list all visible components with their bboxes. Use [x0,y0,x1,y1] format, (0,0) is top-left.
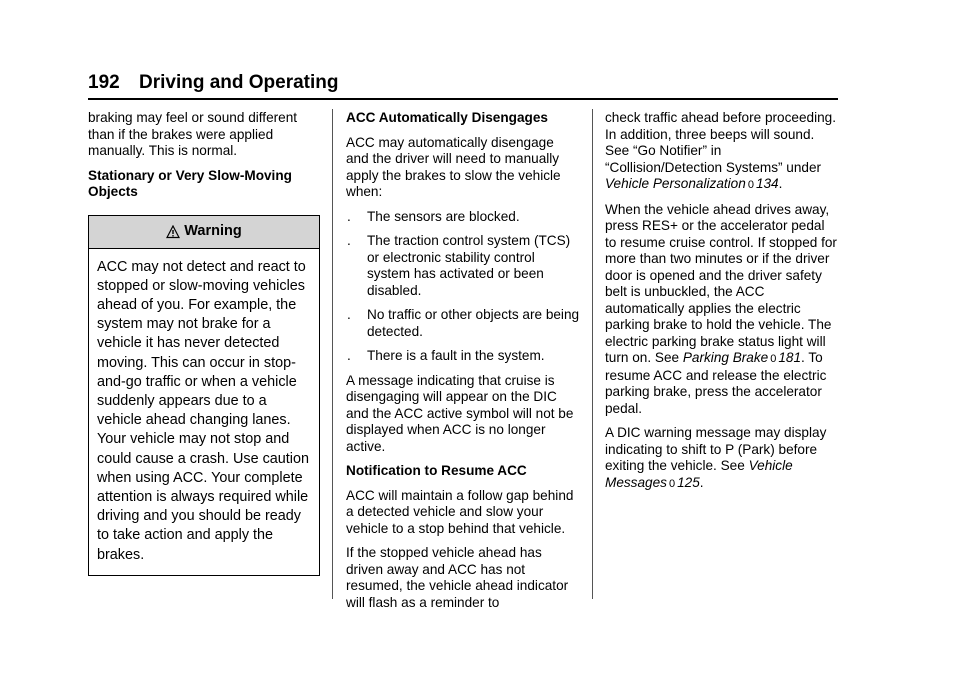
list-item-text: The sensors are blocked. [367,208,520,224]
column-divider-1 [332,109,333,599]
subheading: ACC Automatically Disengages [346,110,548,125]
xref-page: 181 [778,350,802,365]
paragraph: ACC will maintain a follow gap behind a detected vehicle and slow your vehicle to a stop behind that vehicle. [346,487,574,536]
paragraph [605,110,839,194]
bullet-marker: . [347,348,351,363]
paragraph-text: . [699,474,704,490]
list-item [346,348,580,365]
page-arrow-icon: 0 [770,353,777,365]
cross-reference[interactable] [683,350,801,365]
list-item [346,233,580,299]
xref-page: 134 [755,176,779,191]
header-rule [88,98,838,100]
warning-body: ACC may not detect and react to stopped or slow-moving vehicles ahead of you. For example, the system may not brake for a vehicle it has never detected moving. This can occur in stop-and-go traffic or when a vehicle suddenly appears due to a vehicle ahead changing lanes. Your vehicle may not stop and could cause a crash. Use caution when using ACC. Your complete attention is always required while driving and you should be ready to take action and apply the brakes. [97,258,309,563]
warning-header [89,216,319,249]
cross-reference[interactable] [605,176,779,191]
paragraph-text: . To resume ACC and release the electric parking brake, press the accelerator pedal. [605,350,827,416]
xref-title: Vehicle Personalization [605,176,746,191]
paragraph-text: check traffic ahead before proceeding. In addition, three beeps will sound. See “Go Notifier” in “Collision/Detection Systems” under [605,110,836,175]
paragraph [605,425,839,492]
column-2 [346,110,580,619]
xref-title: Vehicle Messages [605,458,793,490]
list-item-text: There is a fault in the system. [367,348,545,363]
bullet-marker: . [347,233,351,248]
paragraph [605,202,839,418]
xref-title: Parking Brake [682,350,769,365]
warning-triangle-icon [166,225,180,239]
list-item [346,307,580,340]
section-title: Driving and Operating [138,72,339,93]
warning-box [88,215,320,576]
page-arrow-icon: 0 [747,179,754,191]
bullet-marker: . [347,208,351,224]
xref-page: 125 [677,474,700,490]
column-1 [88,110,320,576]
list-item [346,209,580,226]
paragraph-text: . [778,176,783,191]
paragraph: A message indicating that cruise is disengaging will appear on the DIC and the ACC active symbol will not be displayed when ACC is no longer active. [346,372,574,454]
paragraph-text: A DIC warning message may display indicating to shift to P (Park) before exiting the vehicle. See [605,425,827,473]
page-number: 192 [88,72,120,93]
column-divider-2 [592,109,593,599]
subheading: Stationary or Very Slow-Moving Objects [88,167,292,199]
subheading: Notification to Resume ACC [346,463,527,478]
paragraph-text: When the vehicle ahead drives away, press RES+ or the accelerator pedal to resume cruise control. If stopped for more than two minutes or if the driver door is opened and the driver safety belt is unbuckled, the ACC automatically applies the electric parking brake to hold the vehicle. The electric parking brake status light will turn on. See [605,201,837,365]
bullet-marker: . [347,307,351,322]
column-3 [605,110,839,500]
warning-title: Warning [184,223,242,240]
list-item-text: The traction control system (TCS) or electronic stability control system has activated or been disabled. [367,233,571,298]
paragraph: braking may feel or sound different than if the brakes were applied manually. This is normal. [88,110,298,158]
page-arrow-icon: 0 [668,477,676,490]
list-item-text: No traffic or other objects are being detected. [367,307,580,339]
page-header [88,72,838,94]
paragraph: ACC may automatically disengage and the driver will need to manually apply the brakes to slow the vehicle when: [346,134,561,199]
paragraph: If the stopped vehicle ahead has driven away and ACC has not resumed, the vehicle ahead indicator will flash as a reminder to [346,545,569,610]
